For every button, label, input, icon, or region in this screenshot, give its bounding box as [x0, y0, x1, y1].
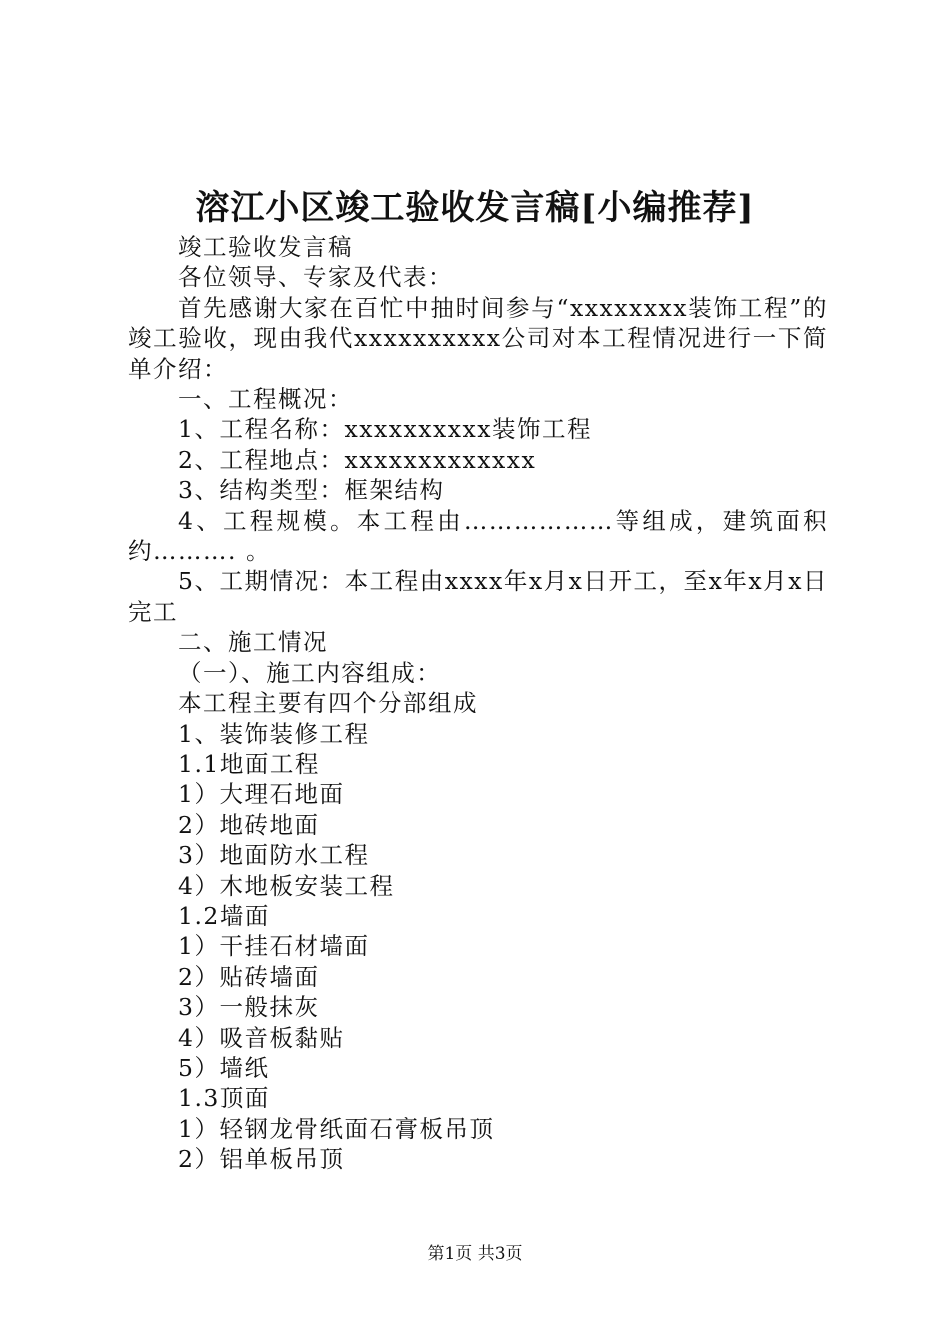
paragraph: 5、工期情况：本工程由xxxx年x月x日开工，至x年x月x日完工	[128, 567, 828, 626]
paragraph: 竣工验收发言稿	[178, 233, 353, 261]
paragraph: 1.2墙面	[178, 901, 270, 930]
document-body	[128, 232, 828, 1175]
paragraph: 二、施工情况	[178, 628, 328, 657]
paragraph: （一）、施工内容组成：	[178, 658, 442, 687]
paragraph: 1）大理石地面	[178, 780, 345, 809]
paragraph: 2）铝单板吊顶	[178, 1145, 345, 1174]
paragraph: 3）地面防水工程	[178, 841, 370, 870]
paragraph: 4、工程规模。本工程由………………等组成，建筑面积约………. 。	[128, 506, 828, 566]
paragraph: 本工程主要有四个分部组成	[178, 689, 478, 718]
paragraph: 1、工程名称：xxxxxxxxxx装饰工程	[178, 415, 592, 444]
paragraph: 各位领导、专家及代表：	[178, 263, 453, 292]
paragraph: 5）墙纸	[178, 1053, 270, 1082]
paragraph: 1.1地面工程	[178, 749, 320, 778]
paragraph: 3、结构类型：框架结构	[178, 476, 445, 505]
paragraph: 首先感谢大家在百忙中抽时间参与“xxxxxxxx装饰工程”的竣工验收，现由我代xxxxxxxxxx公司对本工程情况进行一下简单介绍：	[128, 293, 828, 383]
paragraph: 2、工程地点：xxxxxxxxxxxxx	[178, 445, 537, 474]
paragraph: 1）干挂石材墙面	[178, 932, 370, 961]
paragraph: 3）一般抹灰	[178, 993, 320, 1022]
paragraph: 2）地砖地面	[178, 810, 320, 839]
paragraph: 4）木地板安装工程	[178, 871, 395, 900]
paragraph: 1、装饰装修工程	[178, 719, 370, 748]
document-title: 溶江小区竣工验收发言稿[小编推荐]	[195, 188, 755, 228]
page-footer: 第1页 共3页	[427, 1244, 523, 1264]
paragraph: 1）轻钢龙骨纸面石膏板吊顶	[178, 1114, 495, 1143]
paragraph: 4）吸音板黏贴	[178, 1023, 345, 1052]
paragraph: 1.3顶面	[178, 1084, 270, 1113]
paragraph: 一、工程概况：	[178, 385, 353, 414]
paragraph: 2）贴砖墙面	[178, 962, 320, 991]
